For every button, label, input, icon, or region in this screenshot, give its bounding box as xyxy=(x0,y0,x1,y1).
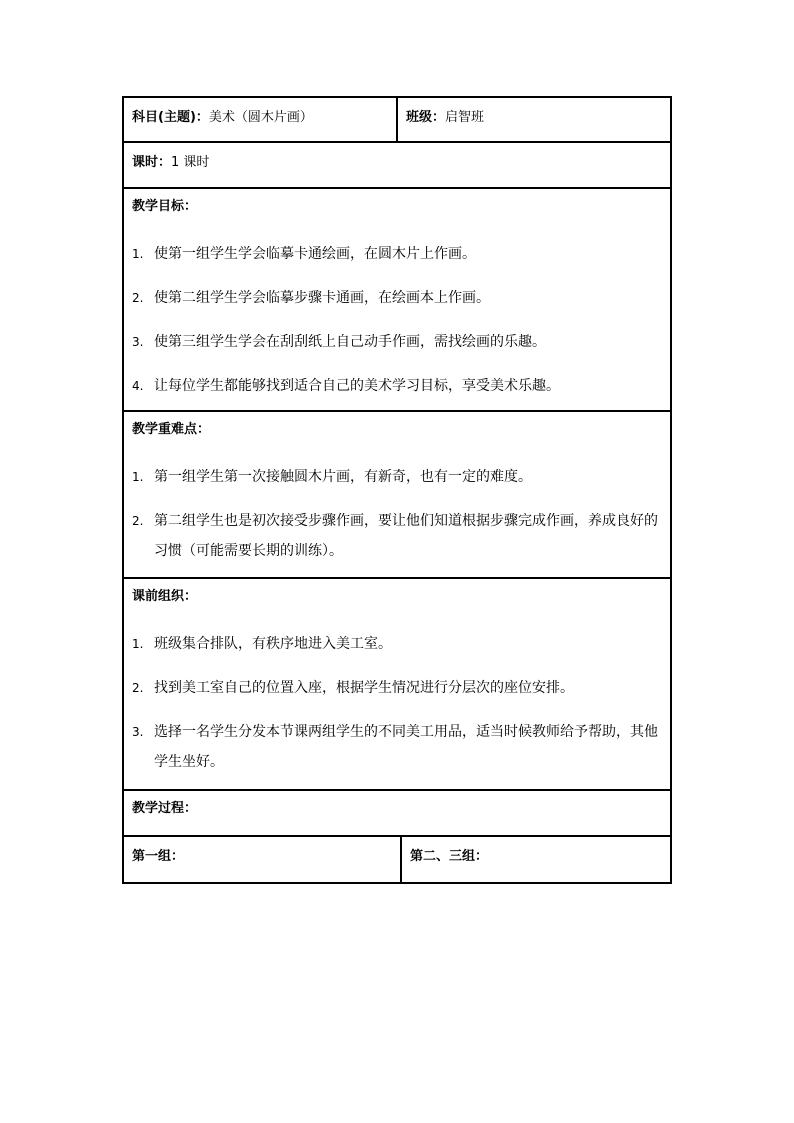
list-item xyxy=(132,371,662,401)
item-number: 3. xyxy=(132,725,144,739)
item-number: 2. xyxy=(132,681,144,695)
item-number: 4. xyxy=(132,379,144,393)
item-text: 使第二组学生学会临摹步骤卡通画，在绘画本上作画。 xyxy=(154,290,490,306)
class-value: 启智班 xyxy=(445,110,485,125)
key-difficulties-list xyxy=(132,462,662,566)
item-text: 第二组学生也是初次接受步骤作画，要让他们知道根据步骤完成作画，养成良好的习惯（可能需要长期的训练）。 xyxy=(154,513,658,559)
teaching-goals-section xyxy=(124,189,670,412)
item-text: 让每位学生都能够找到适合自己的美术学习目标，享受美术乐趣。 xyxy=(154,378,560,394)
list-item xyxy=(132,462,662,492)
item-number: 3. xyxy=(132,335,144,349)
list-item xyxy=(132,239,662,269)
teaching-goals-list xyxy=(132,239,662,401)
list-item xyxy=(132,327,662,357)
item-number: 1. xyxy=(132,470,144,484)
subject-cell xyxy=(124,98,398,141)
hours-label: 课时： xyxy=(132,155,172,170)
teaching-process-section xyxy=(124,791,670,837)
hours-row xyxy=(124,143,670,189)
groups-row xyxy=(124,837,670,882)
key-difficulties-title: 教学重难点： xyxy=(132,422,211,437)
group-one-cell: 第一组： xyxy=(124,837,402,882)
pre-class-organization-section xyxy=(124,579,670,791)
list-item xyxy=(132,717,662,777)
list-item xyxy=(132,673,662,703)
lesson-plan-table xyxy=(122,96,672,884)
pre-class-organization-list xyxy=(132,629,662,777)
pre-class-organization-title: 课前组织： xyxy=(132,589,198,604)
list-item xyxy=(132,283,662,313)
teaching-goals-title: 教学目标： xyxy=(132,199,198,214)
hours-value: 1 课时 xyxy=(171,155,210,170)
item-text: 找到美工室自己的位置入座，根据学生情况进行分层次的座位安排。 xyxy=(154,680,574,696)
class-cell xyxy=(398,98,670,141)
list-item xyxy=(132,506,662,566)
item-text: 班级集合排队，有秩序地进入美工室。 xyxy=(154,636,392,652)
item-number: 2. xyxy=(132,514,144,528)
group-two-three-cell: 第二、三组： xyxy=(410,849,489,864)
item-text: 使第一组学生学会临摹卡通绘画，在圆木片上作画。 xyxy=(154,246,476,262)
list-item xyxy=(132,629,662,659)
subject-value: 美术（圆木片画） xyxy=(208,110,313,125)
item-text: 选择一名学生分发本节课两组学生的不同美工用品，适当时候教师给予帮助，其他学生坐好。 xyxy=(154,724,658,770)
teaching-process-title: 教学过程： xyxy=(132,801,198,816)
item-number: 2. xyxy=(132,291,144,305)
item-number: 1. xyxy=(132,247,144,261)
item-number: 1. xyxy=(132,637,144,651)
key-difficulties-section xyxy=(124,412,670,579)
subject-class-row xyxy=(124,98,670,143)
class-label: 班级： xyxy=(406,110,446,125)
item-text: 使第三组学生学会在刮刮纸上自己动手作画，需找绘画的乐趣。 xyxy=(154,334,546,350)
item-text: 第一组学生第一次接触圆木片画，有新奇，也有一定的难度。 xyxy=(154,469,532,485)
subject-label: 科目(主题)： xyxy=(132,110,209,125)
